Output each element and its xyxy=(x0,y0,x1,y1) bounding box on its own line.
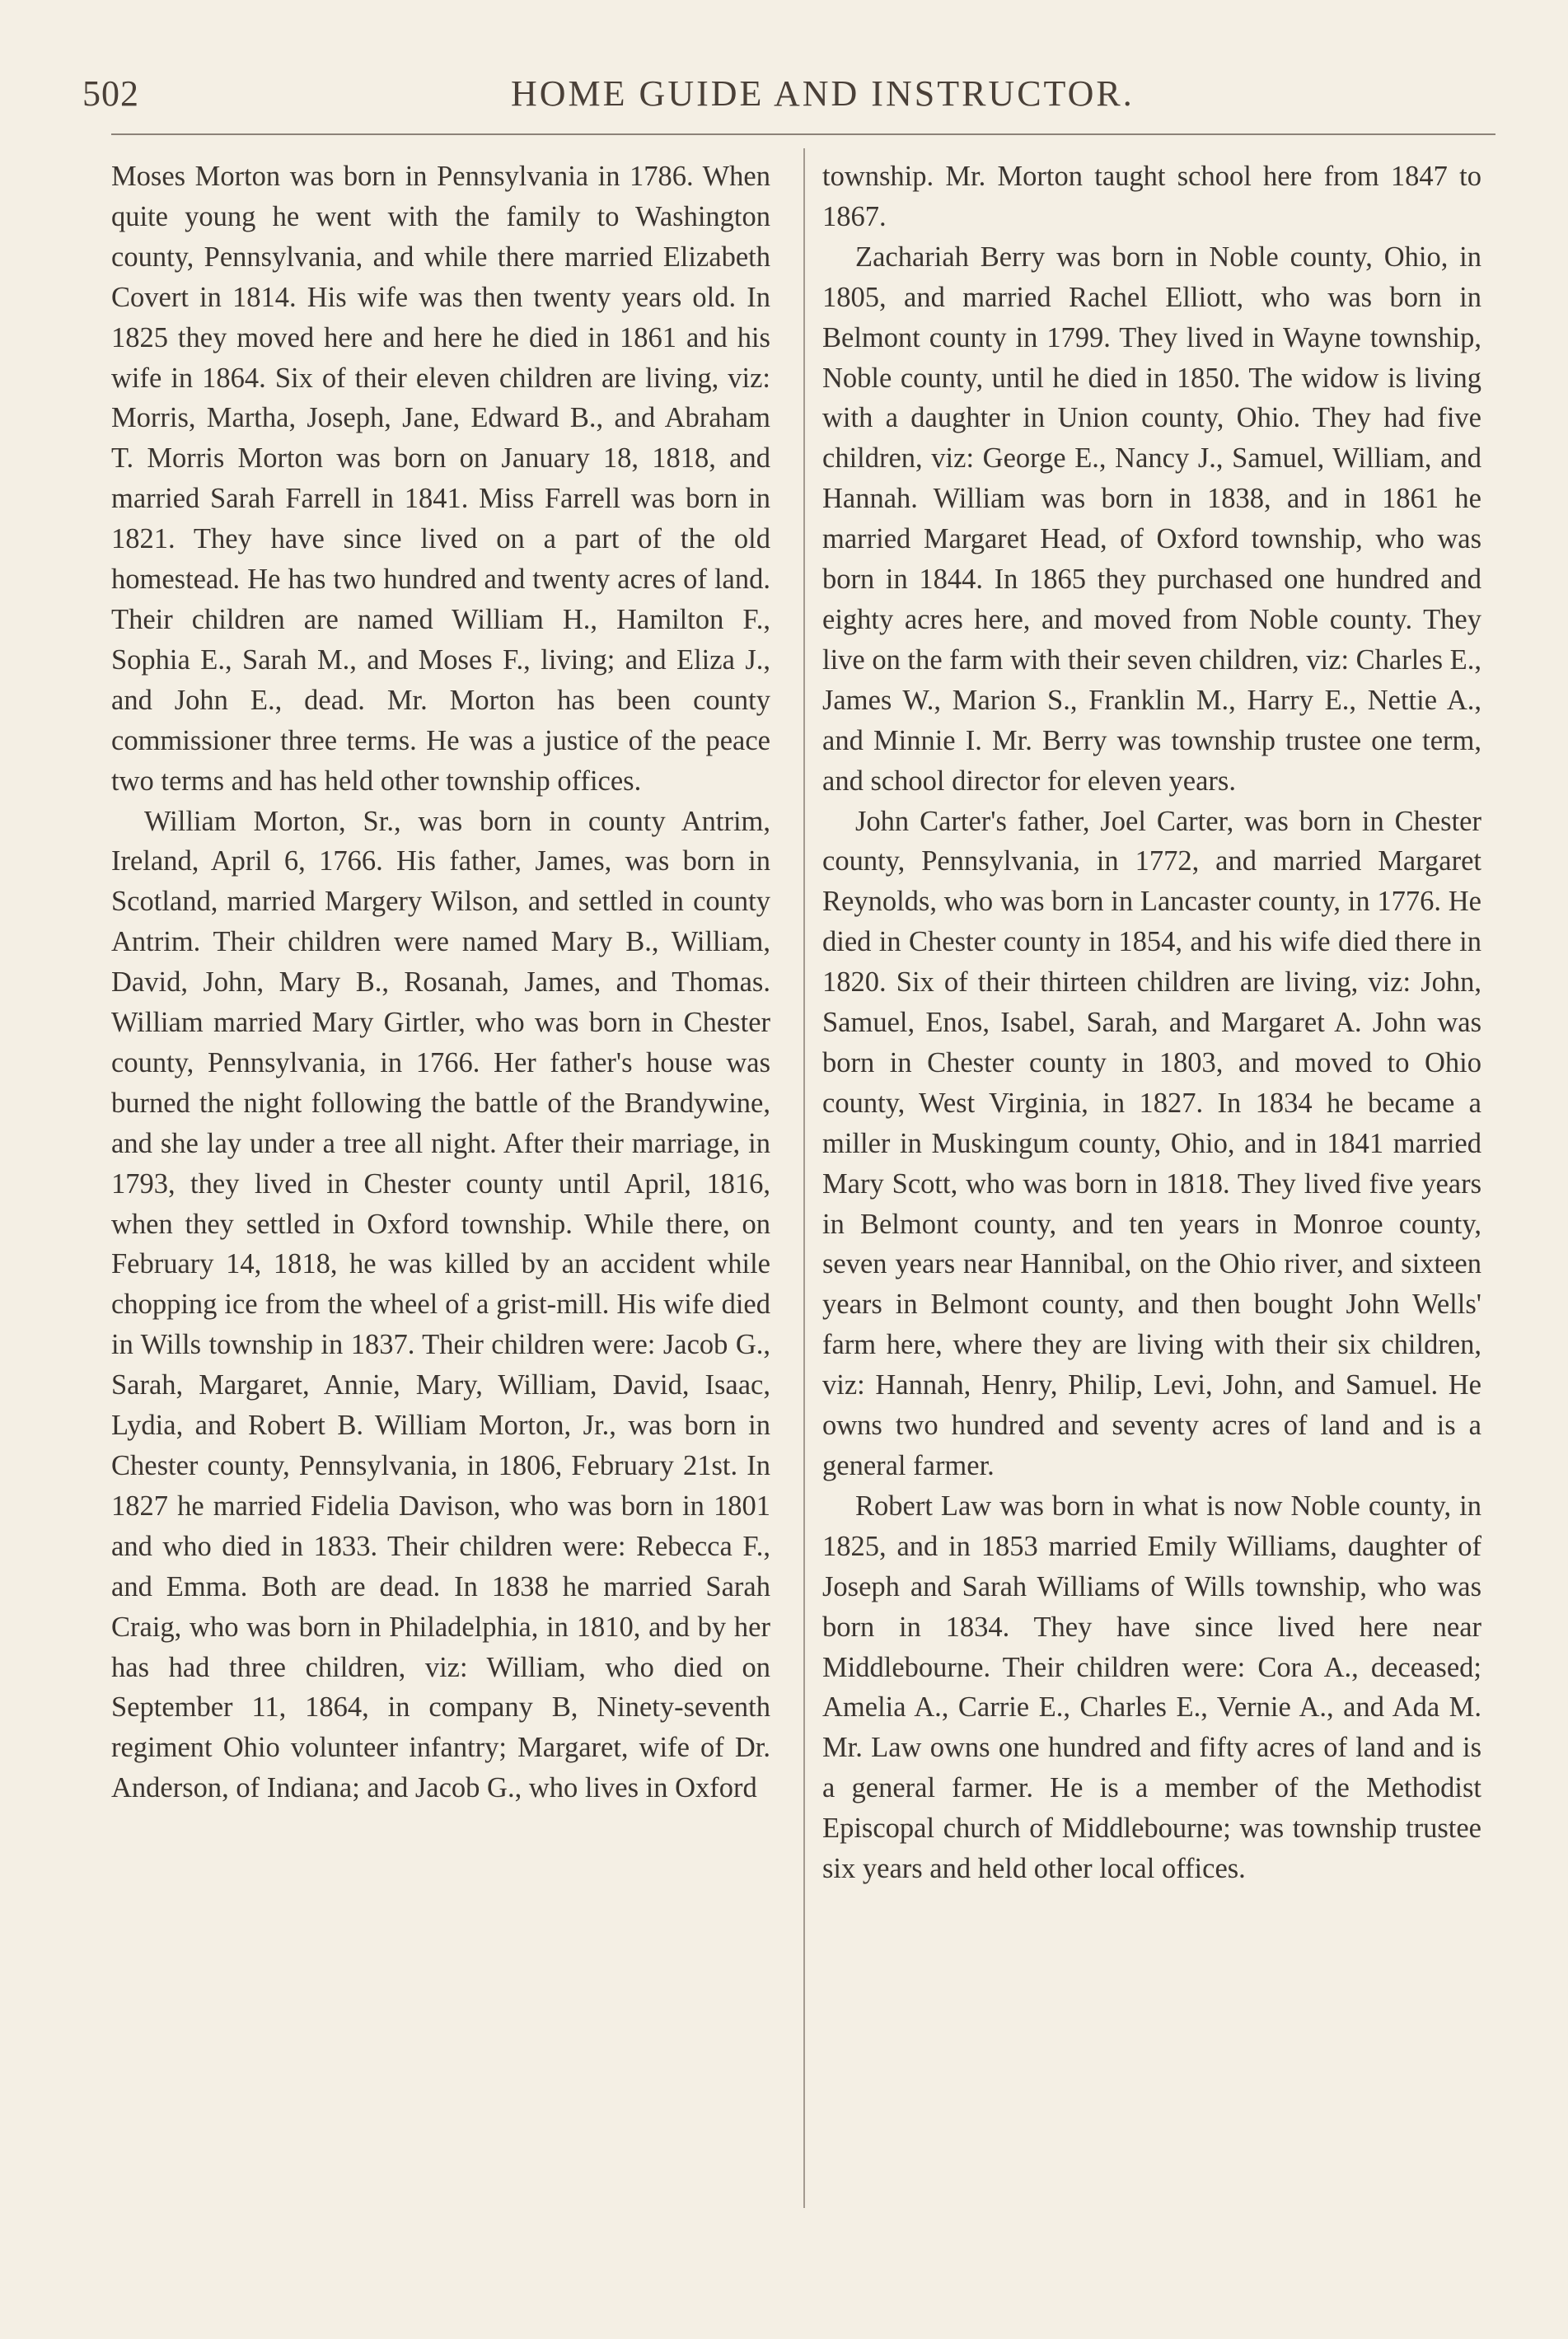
paragraph-zachariah-berry: Zachariah Berry was born in Noble county, Ohio, in 1805, and married Rachel Elliott, who was born in Belmont county in 1799. They lived in Wayne township, Noble county, until he died in 1850. The widow is living with a daughter in Union county, Ohio. They had five children, viz: George E., Nancy J., Samuel, William, and Hannah. William was born in 1838, and in 1861 he married Margaret Head, of Oxford township, who was born in 1844. In 1865 they purchased one hundred and eighty acres here, and moved from Noble county. They live on the farm with their seven children, viz: Charles E., James W., Marion S., Franklin M., Harry E., Nettie A., and Minnie I. Mr. Berry was township trustee one term, and school director for eleven years. xyxy=(822,241,1481,797)
header-rule xyxy=(111,133,1495,135)
page-number: 502 xyxy=(82,73,139,114)
paragraph-moses-morton: Moses Morton was born in Pennsylvania in 1786. When quite young he went with the family to Washington county, Pennsylvania, and while there married Elizabeth Covert in 1814. His wife was then twenty years old. In 1825 they moved here and here he died in 1861 and his wife in 1864. Six of their eleven children are living, viz: Morris, Martha, Joseph, Jane, Edward B., and Abraham T. Morris Morton was born on January 18, 1818, and married Sarah Farrell in 1841. Miss Farrell was born in 1821. They have since lived on a part of the old homestead. He has two hundred and twenty acres of land. Their children are named William H., Hamilton F., Sophia E., Sarah M., and Moses F., living; and Eliza J., and John E., dead. Mr. Morton has been county commissioner three terms. He was a justice of the peace two terms and has held other township offices. xyxy=(111,161,770,797)
left-column xyxy=(111,157,770,1808)
running-title: HOME GUIDE AND INSTRUCTOR. xyxy=(511,73,1135,114)
paragraph-continuation: township. Mr. Morton taught school here from 1847 to 1867. xyxy=(822,161,1481,232)
paragraph-robert-law: Robert Law was born in what is now Noble county, in 1825, and in 1853 married Emily Williams, daughter of Joseph and Sarah Williams of Wills township, who was born in 1834. They have since lived here near Middlebourne. Their children were: Cora A., deceased; Amelia A., Carrie E., Charles E., Vernie A., and Ada M. Mr. Law owns one hundred and fifty acres of land and is a general farmer. He is a member of the Methodist Episcopal church of Middlebourne; was township trustee six years and held other local offices. xyxy=(822,1490,1481,1885)
paragraph-john-carter: John Carter's father, Joel Carter, was born in Chester county, Pennsylvania, in 1772, and married Margaret Reynolds, who was born in Lancaster county, in 1776. He died in Chester county in 1854, and his wife died there in 1820. Six of their thirteen children are living, viz: John, Samuel, Enos, Isabel, Sarah, and Margaret A. John was born in Chester county in 1803, and moved to Ohio county, West Virginia, in 1827. In 1834 he became a miller in Muskingum county, Ohio, and in 1841 married Mary Scott, who was born in 1818. They lived five years in Belmont county, and ten years in Monroe county, seven years near Hannibal, on the Ohio river, and sixteen years in Belmont county, and then bought John Wells' farm here, where they are living with their six children, viz: Hannah, Henry, Philip, Levi, John, and Samuel. He owns two hundred and seventy acres of land and is a general farmer. xyxy=(822,805,1481,1481)
paragraph-william-morton: William Morton, Sr., was born in county Antrim, Ireland, April 6, 1766. His father, James, was born in Scotland, married Margery Wilson, and settled in county Antrim. Their children were named Mary B., William, David, John, Mary B., Rosanah, James, and Thomas. William married Mary Girtler, who was born in Chester county, Pennsylvania, in 1766. Her father's house was burned the night following the battle of the Brandywine, and she lay under a tree all night. After their marriage, in 1793, they lived in Chester county until April, 1816, when they settled in Oxford township. While there, on February 14, 1818, he was killed by an accident while chopping ice from the wheel of a grist-mill. His wife died in Wills township in 1837. Their children were: Jacob G., Sarah, Margaret, Annie, Mary, William, David, Isaac, Lydia, and Robert B. William Morton, Jr., was born in Chester county, Pennsylvania, in 1806, February 21st. In 1827 he married Fidelia Davison, who was born in 1801 and who died in 1833. Their children were: Rebecca F., and Emma. Both are dead. In 1838 he married Sarah Craig, who was born in Philadelphia, in 1810, and by her has had three children, viz: William, who died on September 11, 1864, in company B, Ninety-seventh regiment Ohio volunteer infantry; Margaret, wife of Dr. Anderson, of Indiana; and Jacob G., who lives in Oxford xyxy=(111,805,770,1804)
page-header xyxy=(0,73,1568,122)
right-column xyxy=(822,157,1481,1889)
column-divider xyxy=(803,148,805,2208)
